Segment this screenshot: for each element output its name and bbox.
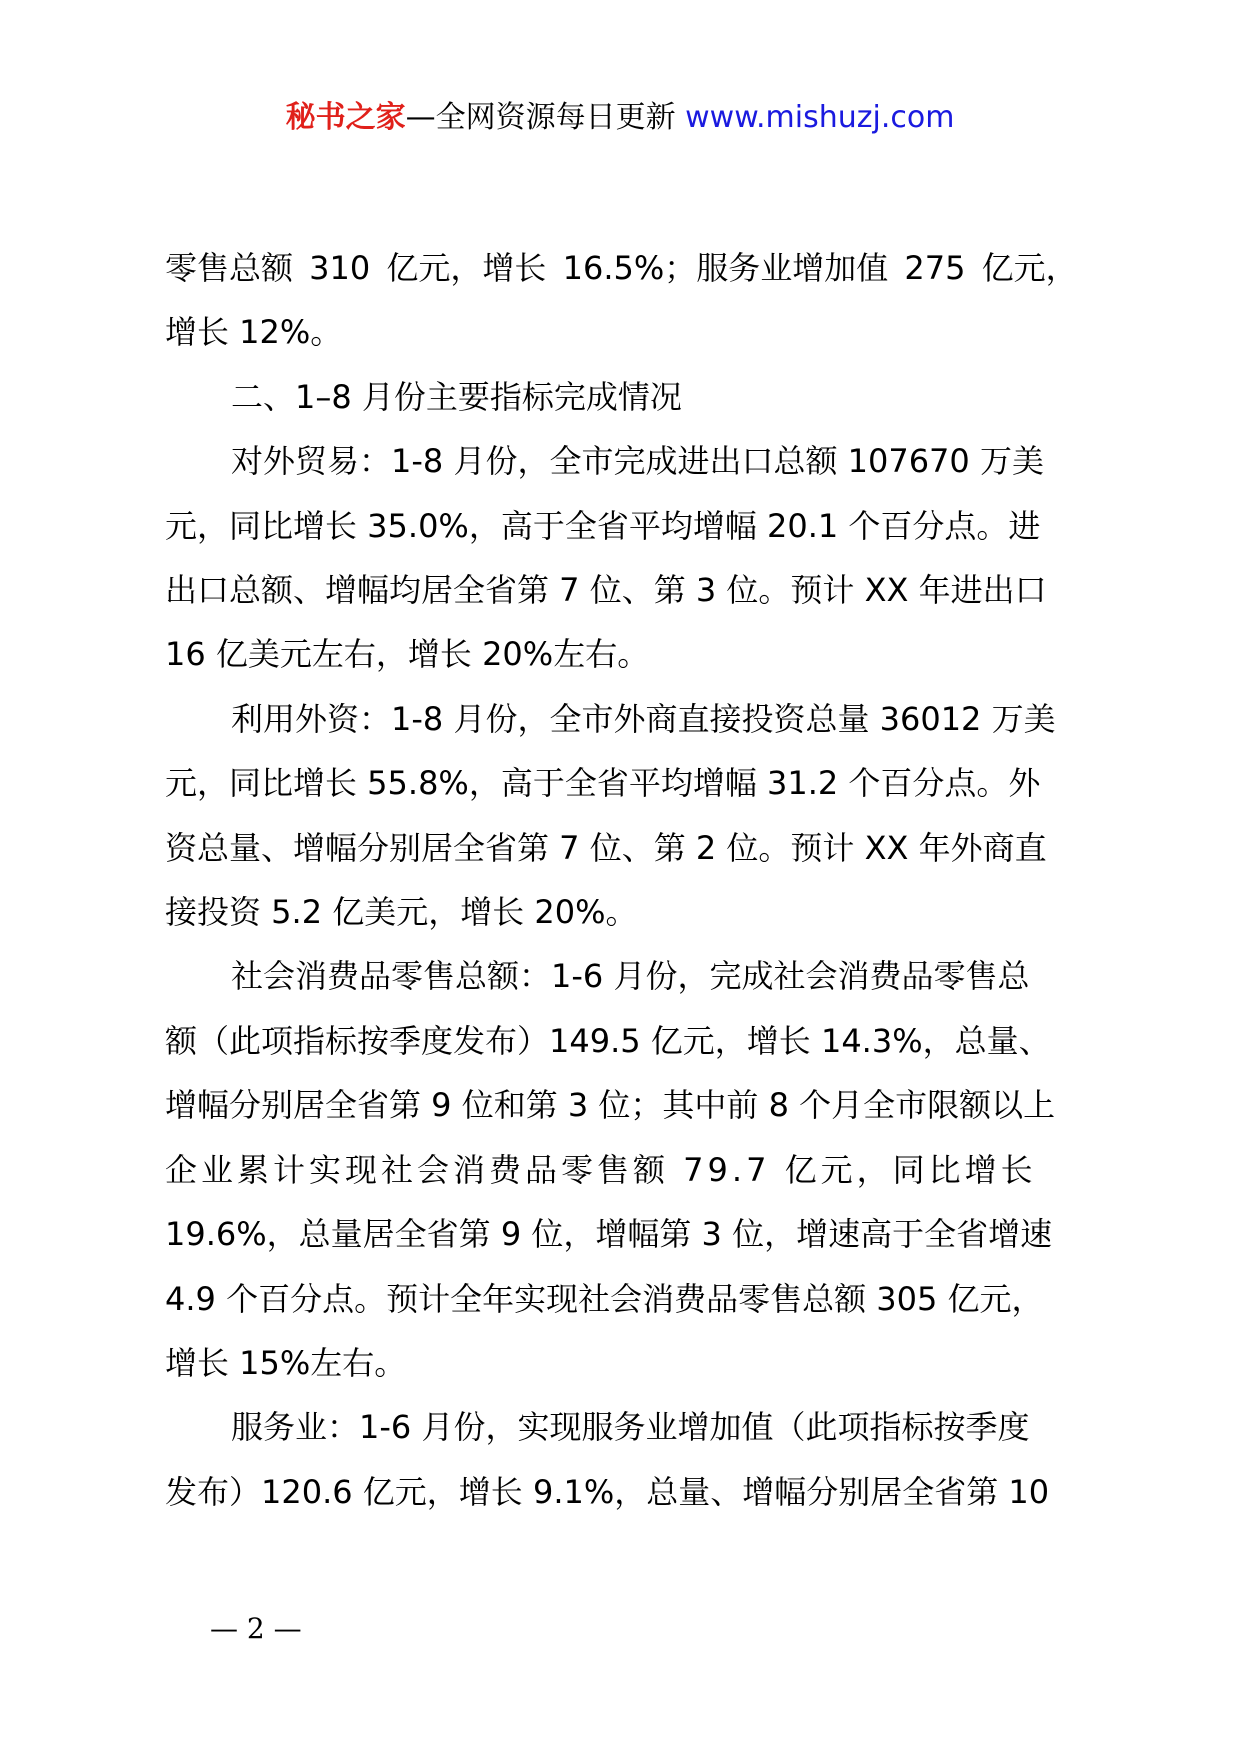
site-url[interactable]: www.mishuzj.com <box>685 100 955 135</box>
tagline: —全网资源每日更新 <box>405 100 676 135</box>
text-line: 资总量、增幅分别居全省第 7 位、第 2 位。预计 XX 年外商直 <box>165 828 1047 867</box>
page-number: — 2 — <box>210 1612 302 1645</box>
text-line: 发布）120.6 亿元，增长 9.1%，总量、增幅分别居全省第 10 <box>165 1472 1050 1511</box>
text-line: 零售总额 310 亿元，增长 16.5%；服务业增加值 275 亿元， <box>165 249 1078 287</box>
text-line: 出口总额、增幅均居全省第 7 位、第 3 位。预计 XX 年进出口 <box>165 571 1047 610</box>
text-line: 19.6%，总量居全省第 9 位，增幅第 3 位，增速高于全省增速 <box>165 1215 1053 1254</box>
text-line: 对外贸易：1-8 月份，全市完成进出口总额 107670 万美 <box>231 442 1044 481</box>
section-heading: 二、1–8 月份主要指标完成情况 <box>231 377 682 416</box>
text-line: 元，同比增长 55.8%，高于全省平均增幅 31.2 个百分点。外 <box>165 764 1041 803</box>
text-line: 16 亿美元左右，增长 20%左右。 <box>165 635 650 674</box>
brand-name: 秘书之家 <box>285 100 406 135</box>
text-line: 企业累计实现社会消费品零售额 79.7 亿元，同比增长 <box>165 1150 1037 1189</box>
text-line: 元，同比增长 35.0%，高于全省平均增幅 20.1 个百分点。进 <box>165 506 1041 545</box>
text-line: 利用外资：1-8 月份，全市外商直接投资总量 36012 万美 <box>231 699 1056 738</box>
text-line: 4.9 个百分点。预计全年实现社会消费品零售总额 305 亿元， <box>165 1279 1044 1318</box>
site-header <box>0 98 1240 138</box>
text-line: 增幅分别居全省第 9 位和第 3 位；其中前 8 个月全市限额以上 <box>165 1086 1056 1125</box>
text-line: 额（此项指标按季度发布）149.5 亿元，增长 14.3%，总量、 <box>165 1021 1051 1060</box>
text-line: 接投资 5.2 亿美元，增长 20%。 <box>165 893 638 932</box>
text-line: 服务业：1-6 月份，实现服务业增加值（此项指标按季度 <box>231 1408 1030 1447</box>
document-body <box>165 236 1080 1524</box>
text-line: 增长 15%左右。 <box>165 1343 407 1382</box>
text-line: 增长 12%。 <box>165 313 343 352</box>
text-line: 社会消费品零售总额：1-6 月份，完成社会消费品零售总 <box>231 957 1030 996</box>
